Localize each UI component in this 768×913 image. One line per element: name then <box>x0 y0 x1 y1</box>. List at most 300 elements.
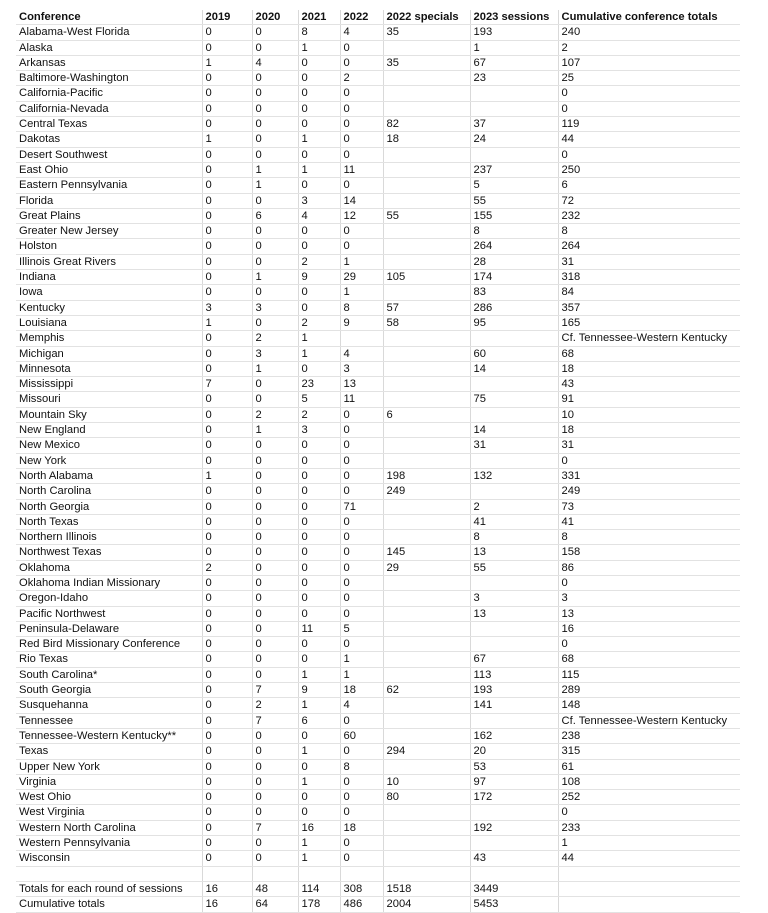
value-cell: 0 <box>340 545 383 560</box>
value-cell: 5453 <box>470 897 558 912</box>
value-cell: 145 <box>383 545 470 560</box>
value-cell: 2 <box>558 40 740 55</box>
value-cell: 0 <box>298 300 340 315</box>
table-header <box>16 10 740 25</box>
row-label-cell: Peninsula-Delaware <box>16 621 202 636</box>
value-cell: 2004 <box>383 897 470 912</box>
value-cell: 23 <box>470 71 558 86</box>
value-cell: 11 <box>340 392 383 407</box>
value-cell: 43 <box>470 851 558 866</box>
value-cell <box>383 530 470 545</box>
row-label-cell: South Georgia <box>16 683 202 698</box>
empty-cell <box>298 866 340 881</box>
value-cell: 0 <box>202 698 252 713</box>
value-cell: 0 <box>340 407 383 422</box>
value-cell: 0 <box>202 851 252 866</box>
value-cell: 0 <box>252 285 298 300</box>
table-row <box>16 178 740 193</box>
table-row <box>16 254 740 269</box>
value-cell: 0 <box>202 162 252 177</box>
value-cell: 71 <box>340 499 383 514</box>
value-cell: 57 <box>383 300 470 315</box>
value-cell: 0 <box>298 530 340 545</box>
row-label-cell: Dakotas <box>16 132 202 147</box>
value-cell <box>383 71 470 86</box>
value-cell: 35 <box>383 25 470 40</box>
row-label-cell: Totals for each round of sessions <box>16 881 202 896</box>
value-cell <box>470 101 558 116</box>
value-cell: 0 <box>202 101 252 116</box>
value-cell: 141 <box>470 698 558 713</box>
value-cell: 1 <box>298 346 340 361</box>
value-cell <box>383 254 470 269</box>
value-cell: 5 <box>298 392 340 407</box>
value-cell: 9 <box>340 315 383 330</box>
column-header: 2023 sessions <box>470 10 558 25</box>
table-row <box>16 484 740 499</box>
value-cell: 0 <box>252 836 298 851</box>
table-row <box>16 40 740 55</box>
value-cell: 28 <box>470 254 558 269</box>
value-cell: 0 <box>202 790 252 805</box>
value-cell: 0 <box>340 591 383 606</box>
row-label-cell: Alaska <box>16 40 202 55</box>
value-cell: 0 <box>252 667 298 682</box>
value-cell: 0 <box>252 790 298 805</box>
value-cell <box>383 728 470 743</box>
value-cell: 97 <box>470 774 558 789</box>
value-cell <box>383 637 470 652</box>
column-header: 2019 <box>202 10 252 25</box>
value-cell: 7 <box>252 713 298 728</box>
value-cell: 3 <box>470 591 558 606</box>
value-cell: 0 <box>202 392 252 407</box>
table-row <box>16 285 740 300</box>
row-label-cell: Pacific Northwest <box>16 606 202 621</box>
row-label-cell: West Virginia <box>16 805 202 820</box>
table-row <box>16 453 740 468</box>
value-cell: 286 <box>470 300 558 315</box>
row-label-cell: Northern Illinois <box>16 530 202 545</box>
value-cell: 0 <box>252 728 298 743</box>
table-row <box>16 208 740 223</box>
table-row <box>16 377 740 392</box>
row-label-cell: Indiana <box>16 270 202 285</box>
value-cell: 1 <box>298 744 340 759</box>
value-cell <box>383 423 470 438</box>
value-cell: 0 <box>252 315 298 330</box>
table-row <box>16 132 740 147</box>
value-cell: 107 <box>558 55 740 70</box>
value-cell: 1 <box>252 423 298 438</box>
value-cell: 60 <box>340 728 383 743</box>
value-cell: 0 <box>252 545 298 560</box>
value-cell <box>383 331 470 346</box>
value-cell: 0 <box>252 132 298 147</box>
value-cell: 0 <box>252 805 298 820</box>
table-body <box>16 25 740 912</box>
value-cell: 1 <box>558 836 740 851</box>
value-cell: 0 <box>298 239 340 254</box>
table-row <box>16 514 740 529</box>
value-cell: 3 <box>340 361 383 376</box>
value-cell: 53 <box>470 759 558 774</box>
value-cell: 264 <box>470 239 558 254</box>
value-cell: 264 <box>558 239 740 254</box>
value-cell: 155 <box>470 208 558 223</box>
value-cell: 16 <box>202 881 252 896</box>
value-cell: 67 <box>470 652 558 667</box>
row-label-cell: Oregon-Idaho <box>16 591 202 606</box>
value-cell <box>383 453 470 468</box>
value-cell: 2 <box>298 254 340 269</box>
value-cell: 4 <box>252 55 298 70</box>
value-cell: 2 <box>470 499 558 514</box>
value-cell: 0 <box>202 86 252 101</box>
value-cell: 1 <box>252 178 298 193</box>
row-label-cell: South Carolina* <box>16 667 202 682</box>
row-label-cell: Kentucky <box>16 300 202 315</box>
value-cell: 91 <box>558 392 740 407</box>
row-label-cell: New York <box>16 453 202 468</box>
row-label-cell: Holston <box>16 239 202 254</box>
value-cell: 0 <box>298 71 340 86</box>
value-cell: 1518 <box>383 881 470 896</box>
value-cell: 0 <box>340 484 383 499</box>
value-cell: 12 <box>340 208 383 223</box>
value-cell: 7 <box>252 820 298 835</box>
value-cell: 0 <box>202 621 252 636</box>
value-cell: 31 <box>558 438 740 453</box>
row-label-cell: North Carolina <box>16 484 202 499</box>
value-cell: 0 <box>202 224 252 239</box>
row-label-cell: East Ohio <box>16 162 202 177</box>
table-row <box>16 361 740 376</box>
value-cell: 0 <box>298 514 340 529</box>
column-header: Cumulative conference totals <box>558 10 740 25</box>
value-cell: 18 <box>383 132 470 147</box>
row-label-cell: Mountain Sky <box>16 407 202 422</box>
value-cell: 172 <box>470 790 558 805</box>
value-cell: 1 <box>340 285 383 300</box>
value-cell: 1 <box>202 55 252 70</box>
value-cell: 0 <box>252 377 298 392</box>
row-label-cell: Baltimore-Washington <box>16 71 202 86</box>
table-row <box>16 652 740 667</box>
value-cell: 0 <box>340 637 383 652</box>
value-cell: 357 <box>558 300 740 315</box>
table-row <box>16 117 740 132</box>
value-cell: 0 <box>252 499 298 514</box>
value-cell <box>383 224 470 239</box>
value-cell: 0 <box>202 514 252 529</box>
value-cell: 0 <box>340 239 383 254</box>
value-cell: 1 <box>298 40 340 55</box>
conference-totals-table <box>16 10 740 913</box>
value-cell: 4 <box>340 698 383 713</box>
value-cell: 0 <box>340 101 383 116</box>
value-cell: 331 <box>558 468 740 483</box>
value-cell <box>383 239 470 254</box>
empty-cell <box>470 866 558 881</box>
value-cell: 2 <box>202 560 252 575</box>
value-cell: 3 <box>298 423 340 438</box>
table-row <box>16 300 740 315</box>
value-cell: 86 <box>558 560 740 575</box>
column-header: 2022 specials <box>383 10 470 25</box>
value-cell: 0 <box>340 224 383 239</box>
value-cell: 318 <box>558 270 740 285</box>
value-cell: 0 <box>252 759 298 774</box>
value-cell <box>383 361 470 376</box>
value-cell <box>383 667 470 682</box>
value-cell: 0 <box>340 178 383 193</box>
value-cell: 83 <box>470 285 558 300</box>
table-row <box>16 101 740 116</box>
row-label-cell: Rio Texas <box>16 652 202 667</box>
value-cell <box>383 575 470 590</box>
value-cell: 289 <box>558 683 740 698</box>
table-row <box>16 25 740 40</box>
value-cell: 73 <box>558 499 740 514</box>
value-cell: 31 <box>558 254 740 269</box>
value-cell: 0 <box>340 851 383 866</box>
value-cell: 0 <box>298 790 340 805</box>
row-label-cell: Minnesota <box>16 361 202 376</box>
value-cell: 1 <box>340 652 383 667</box>
column-header: 2022 <box>340 10 383 25</box>
value-cell: 0 <box>252 774 298 789</box>
value-cell: 0 <box>298 591 340 606</box>
value-cell <box>340 331 383 346</box>
value-cell: 0 <box>340 468 383 483</box>
value-cell: 0 <box>252 193 298 208</box>
value-cell: Cf. Tennessee-Western Kentucky <box>558 713 740 728</box>
value-cell: 0 <box>202 591 252 606</box>
row-label-cell: Western Pennsylvania <box>16 836 202 851</box>
value-cell: 0 <box>252 591 298 606</box>
value-cell: 0 <box>202 331 252 346</box>
value-cell <box>383 285 470 300</box>
value-cell <box>558 897 740 912</box>
value-cell: 44 <box>558 132 740 147</box>
value-cell: 0 <box>252 239 298 254</box>
value-cell: 5 <box>470 178 558 193</box>
value-cell: 0 <box>202 270 252 285</box>
table-row <box>16 346 740 361</box>
value-cell: 0 <box>298 728 340 743</box>
value-cell <box>383 162 470 177</box>
value-cell <box>383 514 470 529</box>
value-cell: 0 <box>558 101 740 116</box>
value-cell: 2 <box>298 315 340 330</box>
value-cell: 3 <box>202 300 252 315</box>
value-cell: 2 <box>252 331 298 346</box>
value-cell: 8 <box>340 300 383 315</box>
empty-cell <box>383 866 470 881</box>
value-cell: 1 <box>298 667 340 682</box>
value-cell: 0 <box>202 254 252 269</box>
empty-cell <box>558 866 740 881</box>
value-cell: 0 <box>340 560 383 575</box>
value-cell: 0 <box>202 530 252 545</box>
row-label-cell: Illinois Great Rivers <box>16 254 202 269</box>
spreadsheet <box>16 10 740 913</box>
value-cell: 8 <box>558 530 740 545</box>
value-cell <box>383 820 470 835</box>
value-cell: 0 <box>298 575 340 590</box>
value-cell <box>383 606 470 621</box>
table-row <box>16 575 740 590</box>
value-cell: 165 <box>558 315 740 330</box>
value-cell: 0 <box>298 117 340 132</box>
value-cell: 0 <box>202 744 252 759</box>
table-row <box>16 744 740 759</box>
value-cell: 16 <box>298 820 340 835</box>
value-cell: 60 <box>470 346 558 361</box>
value-cell: 0 <box>202 805 252 820</box>
value-cell: 0 <box>298 285 340 300</box>
value-cell: 0 <box>298 468 340 483</box>
table-row <box>16 683 740 698</box>
table-row <box>16 162 740 177</box>
value-cell: 105 <box>383 270 470 285</box>
value-cell: 6 <box>252 208 298 223</box>
value-cell: 29 <box>340 270 383 285</box>
value-cell <box>383 346 470 361</box>
value-cell: 0 <box>252 744 298 759</box>
value-cell <box>383 713 470 728</box>
value-cell <box>470 86 558 101</box>
value-cell: 7 <box>202 377 252 392</box>
value-cell: 1 <box>252 270 298 285</box>
value-cell: 55 <box>470 560 558 575</box>
table-row <box>16 713 740 728</box>
value-cell: 8 <box>470 530 558 545</box>
row-label-cell: Mississippi <box>16 377 202 392</box>
value-cell: 0 <box>202 361 252 376</box>
row-label-cell: Missouri <box>16 392 202 407</box>
value-cell: 20 <box>470 744 558 759</box>
value-cell: 61 <box>558 759 740 774</box>
value-cell: 55 <box>470 193 558 208</box>
value-cell <box>470 377 558 392</box>
value-cell: 31 <box>470 438 558 453</box>
value-cell: 0 <box>340 575 383 590</box>
table-row <box>16 71 740 86</box>
value-cell: 0 <box>252 25 298 40</box>
value-cell: 0 <box>340 744 383 759</box>
empty-cell <box>16 866 202 881</box>
value-cell: 0 <box>252 101 298 116</box>
row-label-cell: Alabama-West Florida <box>16 25 202 40</box>
value-cell: 0 <box>252 468 298 483</box>
value-cell: 8 <box>298 25 340 40</box>
value-cell <box>383 591 470 606</box>
value-cell <box>383 499 470 514</box>
value-cell: 249 <box>383 484 470 499</box>
value-cell: 1 <box>202 315 252 330</box>
value-cell: 8 <box>340 759 383 774</box>
value-cell <box>470 805 558 820</box>
value-cell: 1 <box>202 132 252 147</box>
value-cell: 0 <box>202 208 252 223</box>
value-cell: 14 <box>470 423 558 438</box>
value-cell: 2 <box>298 407 340 422</box>
value-cell: 0 <box>202 346 252 361</box>
value-cell: 3 <box>252 346 298 361</box>
row-label-cell: North Georgia <box>16 499 202 514</box>
table-row <box>16 392 740 407</box>
value-cell: 6 <box>298 713 340 728</box>
row-label-cell: Tennessee <box>16 713 202 728</box>
value-cell: 68 <box>558 652 740 667</box>
value-cell: 0 <box>202 637 252 652</box>
value-cell <box>470 713 558 728</box>
value-cell: 0 <box>558 805 740 820</box>
table-row <box>16 147 740 162</box>
value-cell: 0 <box>298 652 340 667</box>
value-cell: 0 <box>202 499 252 514</box>
value-cell: 0 <box>202 438 252 453</box>
value-cell: 1 <box>340 667 383 682</box>
value-cell <box>470 484 558 499</box>
value-cell: 29 <box>383 560 470 575</box>
value-cell: 0 <box>202 423 252 438</box>
value-cell: 0 <box>252 851 298 866</box>
row-label-cell: Iowa <box>16 285 202 300</box>
table-row <box>16 239 740 254</box>
value-cell: 82 <box>383 117 470 132</box>
value-cell: 0 <box>298 759 340 774</box>
value-cell: 0 <box>340 713 383 728</box>
value-cell <box>383 392 470 407</box>
value-cell <box>470 575 558 590</box>
value-cell: 0 <box>202 40 252 55</box>
table-row <box>16 331 740 346</box>
value-cell: 174 <box>470 270 558 285</box>
value-cell: 62 <box>383 683 470 698</box>
table-row <box>16 637 740 652</box>
table-row <box>16 407 740 422</box>
value-cell: 1 <box>298 331 340 346</box>
value-cell: 35 <box>383 55 470 70</box>
value-cell: 193 <box>470 683 558 698</box>
value-cell: 1 <box>252 361 298 376</box>
value-cell: 1 <box>470 40 558 55</box>
value-cell: 0 <box>202 545 252 560</box>
value-cell: 0 <box>298 178 340 193</box>
value-cell: 0 <box>202 193 252 208</box>
value-cell <box>470 637 558 652</box>
row-label-cell: Oklahoma <box>16 560 202 575</box>
row-label-cell: Susquehanna <box>16 698 202 713</box>
value-cell: 48 <box>252 881 298 896</box>
value-cell: 1 <box>202 468 252 483</box>
row-label-cell: Upper New York <box>16 759 202 774</box>
value-cell: 43 <box>558 377 740 392</box>
value-cell: 0 <box>252 392 298 407</box>
value-cell: 113 <box>470 667 558 682</box>
value-cell: 75 <box>470 392 558 407</box>
row-label-cell: Wisconsin <box>16 851 202 866</box>
value-cell: 14 <box>340 193 383 208</box>
value-cell: 0 <box>252 621 298 636</box>
row-label-cell: Louisiana <box>16 315 202 330</box>
value-cell: 0 <box>340 453 383 468</box>
row-label-cell: Tennessee-Western Kentucky** <box>16 728 202 743</box>
value-cell <box>383 759 470 774</box>
